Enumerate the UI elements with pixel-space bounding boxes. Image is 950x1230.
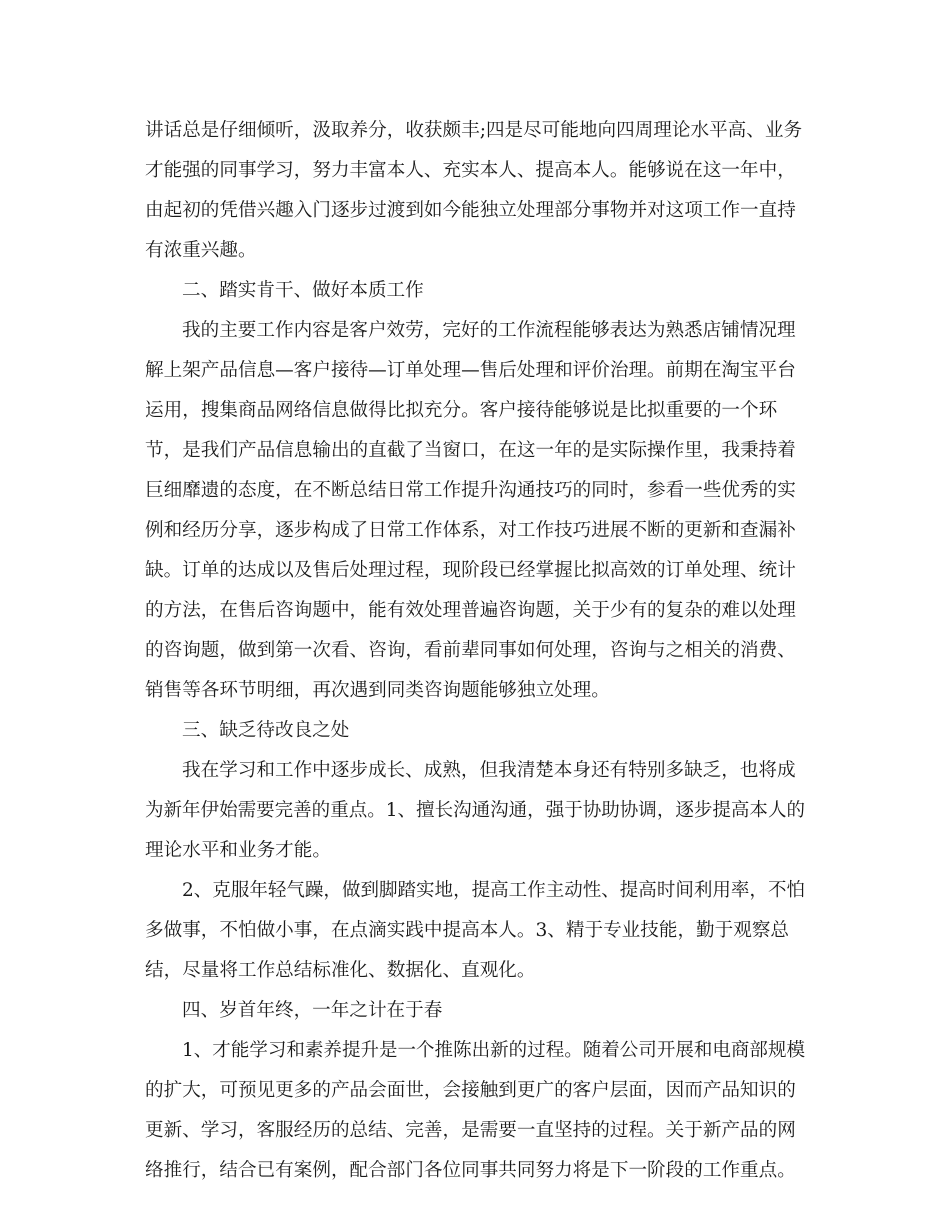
text-line: 二、踏实肯干、做好本质工作 (182, 280, 424, 301)
text-line: 讲话总是仔细倾听，汲取养分，收获颇丰;四是尽可能地向四周理论水平高、业务 (145, 120, 803, 141)
text-line: 2、克服年轻气躁，做到脚踏实地，提高工作主动性、提高时间利用率，不怕 (182, 880, 805, 901)
document-page (145, 114, 805, 1194)
text-line: 解上架产品信息—客户接待—订单处理—售后处理和评价治理。前期在淘宝平台 (145, 360, 796, 381)
text-line: 结，尽量将工作总结标准化、数据化、直观化。 (145, 960, 536, 981)
text-line: 巨细靡遗的态度，在不断总结日常工作提升沟通技巧的同时，参看一些优秀的实 (145, 480, 796, 501)
text-line: 有浓重兴趣。 (145, 240, 257, 261)
text-line: 多做事，不怕做小事，在点滴实践中提高本人。3、精于专业技能，勤于观察总 (145, 920, 790, 941)
text-line: 三、缺乏待改良之处 (182, 720, 350, 741)
text-line: 为新年伊始需要完善的重点。1、擅长沟通沟通，强于协助协调，逐步提高本人的 (145, 800, 805, 821)
text-line: 由起初的凭借兴趣入门逐步过渡到如今能独立处理部分事物并对这项工作一直持 (145, 200, 796, 221)
text-line: 络推行，结合已有案例，配合部门各位同事共同努力将是下一阶段的工作重点。 (145, 1160, 796, 1181)
text-line: 销售等各环节明细，再次遇到同类咨询题能够独立处理。 (145, 680, 610, 701)
text-line: 理论水平和业务才能。 (145, 840, 331, 861)
text-line: 1、才能学习和素养提升是一个推陈出新的过程。随着公司开展和电商部规模 (182, 1040, 805, 1061)
text-line: 的扩大，可预见更多的产品会面世，会接触到更广的客户层面，因而产品知识的 (145, 1080, 796, 1101)
text-line: 才能强的同事学习，努力丰富本人、充实本人、提高本人。能够说在这一年中， (145, 160, 796, 181)
text-line: 节，是我们产品信息输出的直截了当窗口，在这一年的是实际操作里，我秉持着 (145, 440, 796, 461)
text-line: 我的主要工作内容是客户效劳，完好的工作流程能够表达为熟悉店铺情况理 (182, 320, 796, 341)
text-line: 的方法，在售后咨询题中，能有效处理普遍咨询题，关于少有的复杂的难以处理 (145, 600, 796, 621)
text-line: 更新、学习，客服经历的总结、完善，是需要一直坚持的过程。关于新产品的网 (145, 1120, 796, 1141)
text-line: 四、岁首年终，一年之计在于春 (182, 1000, 443, 1021)
text-line: 运用，搜集商品网络信息做得比拟充分。客户接待能够说是比拟重要的一个环 (145, 400, 778, 421)
text-line: 我在学习和工作中逐步成长、成熟，但我清楚本身还有特别多缺乏，也将成 (182, 760, 796, 781)
text-line: 缺。订单的达成以及售后处理过程，现阶段已经掌握比拟高效的订单处理、统计 (145, 560, 796, 581)
text-line: 例和经历分享，逐步构成了日常工作体系，对工作技巧进展不断的更新和查漏补 (145, 520, 796, 541)
text-line: 的咨询题，做到第一次看、咨询，看前辈同事如何处理，咨询与之相关的消费、 (145, 640, 796, 661)
